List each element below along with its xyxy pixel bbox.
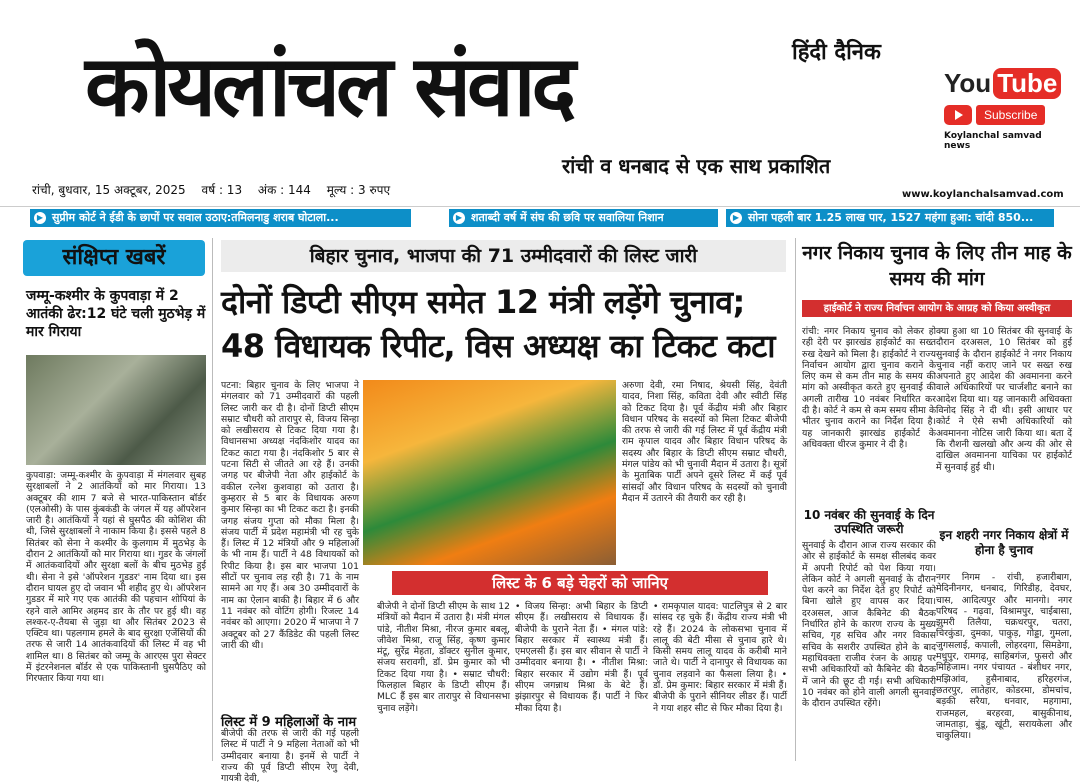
arrow-right-icon: ▶ — [453, 212, 465, 224]
dateline — [32, 181, 402, 198]
ticker-text: सोना पहली बार 1.25 लाख पार, 1527 महंगा हुआ: चांदी 850... — [748, 211, 1034, 224]
right-subhead: हाईकोर्ट ने राज्य निर्वाचन आयोग के आग्रह को किया अस्वीकृत — [802, 300, 1072, 317]
news-ticker — [0, 206, 1080, 228]
right-body-col2: क्या हुआ था 10 सितंबर की सुनवाई के दौरान दरअसल, 10 सितंबर को हुई सुनवाई के दौरान हाईकोर्ट ने नगर निकाय चुनाव नहीं कराए जाने पर सख्त रुख अपनाते हुए आदेश की अवमानना करने वाले अधिकारियों पर चार्जशीट बनाने का आदेश दिया था। यह जानकारी अधिवक्ता विनोद सिंह ने दी थी। इसी आधार पर कोर्ट ने ऐसे सभी अधिकारियों को अवमानना नोटिस जारी किया था। बता दें कि रौशनी खलखो और अन्य की ओर से दाखिल अवमानना याचिका पर हाईकोर्ट में सुनवाई हुई थी। — [936, 326, 1072, 473]
arrow-right-icon: ▶ — [34, 212, 46, 224]
date-text: रांची, बुधवार, 15 अक्टूबर, 2025 — [32, 183, 186, 197]
subscribe-button[interactable] — [944, 105, 1059, 125]
bjp-rally-photo — [363, 380, 616, 565]
nine-women-subhead: लिस्ट में 9 महिलाओं के नाम — [221, 715, 357, 730]
right-headline[interactable]: नगर निकाय चुनाव के लिए तीन माह के समय की मांग — [802, 242, 1072, 290]
lead-body-col3: अरुणा देवी, रमा निषाद, श्रेयसी सिंह, देवंती यादव, निशा सिंह, कविता देवी और स्वीटी सिंह को टिकट दिया है। पूर्व केंद्रीय मंत्री और बिहार विधान परिषद के सदस्यों को मिला टिकट बीजेपी की तरफ से जारी की गई लिस्ट में पूर्व केंद्रीय मंत्री राम कृपाल यादव और बिहार विधान परिषद के सदस्य और बिहार के डिप्टी सीएम सम्राट चौधरी, मंगल पांडेय को भी चुनावी मैदान में उतारा है। सूत्रों के मुताबिक पार्टी अपने दूसरे लिस्ट में कई पूर्व सांसदों और विधान परिषद के सदस्यों को चुनावी मैदान में उतारने की तैयारी कर रही है। — [622, 380, 787, 504]
brief-news-header: संक्षिप्त खबरें — [23, 240, 205, 276]
ticker-item[interactable] — [30, 209, 411, 227]
brief-body: कुपवाड़ा: जम्मू-कश्मीर के कुपवाड़ा में मंगलवार सुबह सुरक्षाबलों ने 2 आतंकियों को मार गिराया। 13 अक्टूबर की शाम 7 बजे से भारत-पाकिस्तान बॉर्डर (एलओसी) के पास कुंबकंडी के जंगल में यह ऑपरेशन जारी है। आतंकियों ने यहां से घुसपैठ की कोशिश की थी, जिसे सुरक्षाबलों ने नाकाम किया है। इससे पहले 8 सितंबर को सेना ने कश्मीर के कुलगाम में मुठभेड़ के दौरान 2 आतंकियों को मार गिराया था। गुडर के जंगलों में आतंकवादियों और सुरक्षा बलों के बीच मुठभेड़ हुई थी। सेना ने इसे 'ऑपरेशन गुडडर' नाम दिया था। इस दौरान घायल हुए दो जवान भी शहीद हुए थे। ऑपरेशन गुडडर में मारे गए एक आतंकी की पहचान शोपियां के रहने वाले आमिर अहमद डार के तौर पर हुई थी। वह लश्कर-ए-तैयबा से जुड़ा था और सितंबर 2023 से एक्टिव था। पहलगाम हमले के बाद सुरक्षा एजेंसियों की तरफ से जारी 14 आतंकवादियों की लिस्ट में वह भी शामिल था। 8 सितंबर को जम्मू के आरएस पुरा सेक्टर में इंटरनेशनल बॉर्डर से एक पाकिस्तानी घुसपैठिए को गिरफ्तार किया गया था। — [26, 470, 206, 685]
arrow-right-icon: ▶ — [730, 212, 742, 224]
ticker-item[interactable] — [726, 209, 1054, 227]
masthead-title: कोयलांचल संवाद — [85, 37, 573, 135]
lead-kicker: बिहार चुनाव, भाजपा की 71 उम्मीदवारों की लिस्ट जारी — [221, 240, 786, 272]
year-text: वर्ष : 13 — [201, 183, 243, 197]
ticker-item[interactable] — [449, 209, 718, 227]
subscribe-label: Subscribe — [976, 105, 1045, 125]
lead-body-col1: पटना: बिहार चुनाव के लिए भाजपा ने मंगलवार को 71 उम्मीदवारों की पहली लिस्ट जारी कर दी है। दोनों डिप्टी सीएम सम्राट चौधरी को तारापुर से, विजय सिन्हा को लखीसराय से टिकट दिया गया है। विधानसभा अध्यक्ष नंदकिशोर यादव का टिकट काटा गया है। नंदकिशोर 5 बार से पटना सिटी से जीतते आ रहे हैं। उनकी जगह पर बीजेपी नेता और हाईकोर्ट के वकील रत्नेश कुशवाहा को उतारा है। कुम्हरार से 5 बार के विधायक अरुण कुमार सिन्हा का भी टिकट कटा है। इनकी जगह संजय गुप्ता को मौका मिला है। संजय पार्टी में प्रदेश महामंत्री भी रह चुके हैं। लिस्ट में 12 मंत्रियों और 9 महिलाओं के भी नाम हैं। पार्टी ने 48 विधायकों को रिपीट किया है। इस बार भाजपा 101 सीटों पर चुनाव लड़ रही है। 71 के नाम सामने आ गए हैं। अब 30 उम्मीदवारों के नाम का ऐलान बाकी है। बिहार में 6 और 11 नवंबर को वोटिंग होगी। रिजल्ट 14 नवंबर को आएगा। 2020 में भाजपा ने 7 अक्टूबर को 27 कैंडिडेट की पहली लिस्ट जारी की थी। — [221, 380, 359, 651]
play-icon — [944, 105, 972, 125]
youtube-logo-icon — [944, 68, 1059, 99]
website-link[interactable]: www.koylanchalsamvad.com — [902, 189, 1064, 200]
six-faces-banner: लिस्ट के 6 बड़े चेहरों को जानिए — [392, 571, 768, 595]
right-subhead-cities: इन शहरी नगर निकाय क्षेत्रों में होना है चुनाव — [939, 528, 1069, 557]
masthead-tagline: रांची व धनबाद से एक साथ प्रकाशित — [562, 154, 831, 178]
youtube-badge[interactable] — [944, 68, 1059, 151]
ticker-text: सुप्रीम कोर्ट ने ईडी के छापों पर सवाल उठाए:तमिलनाडु शराब घोटाला... — [52, 211, 339, 224]
right-subhead-hearing: 10 नवंबर की सुनवाई के दिन उपस्थिति जरूरी — [803, 508, 935, 536]
price-text: मूल्य : 3 रुपए — [326, 183, 391, 197]
youtube-tube: Tube — [993, 68, 1061, 99]
right-body-col2b: नगर निगम - रांची, हजारीबाग, मेदिनीनगर, धनबाद, गिरिडीह, देवघर, चास, आदित्यपुर और मानगो। नगर परिषद - गढ़वा, विश्रामपुर, चाईबासा, झुमरी तिलैया, चक्रधरपुर, चतरा, चिरकुंडा, दुमका, पाकुड़, गोड्डा, गुमला, जुगसलाई, कपाली, लोहरदगा, सिमडेगा, मधुपुर, रामगढ़, साहिबगंज, फुसरो और मिहिजाम। नगर पंचायत - बंशीधर नगर, मझिआंव, हुसैनाबाद, हरिहरगंज, छतरपुर, लातेहार, कोडरमा, डोमचांच, बड़की सरैया, धनवार, महगामा, राजमहल, बरहरवा, बासुकीनाथ, जामताड़ा, बुंडू, खूंटी, सरायकेला और चाकुलिया। — [936, 572, 1072, 742]
faces-body-col2: • विजय सिन्हा: अभी बिहार के डिप्टी सीएम हैं। लखीसराय से विधायक हैं। बीजेपी के पुराने नेता हैं। • मंगल पांडे: बिहार सरकार में स्वास्थ्य मंत्री हैं। एमएलसी हैं। इस बार सीवान से पार्टी ने उम्मीदवार बनाया है। • नीतीश मिश्रा: बिहार सरकार में उद्योग मंत्री हैं। पूर्व सीएम जगन्नाथ मिश्रा के बेटे हैं। झंझारपुर से विधायक हैं। पार्टी ने फिर मौका दिया है। — [515, 601, 648, 714]
kupwara-encounter-photo — [26, 355, 206, 465]
brief-headline[interactable]: जम्मू-कश्मीर के कुपवाड़ा में 2 आतंकी ढेर:12 घंटे चली मुठभेड़ में मार गिराया — [26, 288, 206, 340]
ticker-text: शताब्दी वर्ष में संघ की छवि पर सवालिया निशान — [471, 211, 664, 224]
youtube-you: You — [944, 68, 992, 98]
right-body-col1b: सुनवाई के दौरान आज राज्य सरकार की ओर से हाईकोर्ट के समक्ष सीलबंद कवर में अपनी रिपोर्ट को पेश किया गया। लेकिन कोर्ट ने अगली सुनवाई के दौरान पेश करने का निर्देश देते हुए रिपोर्ट को बिना खोले हुए वापस कर दिया। दरअसल, आज कैबिनेट की बैठक निर्धारित होने के कारण राज्य के मुख्य सचिव, गृह सचिव और नगर विकास सचिव के सशरीर उपस्थित होने के बाद महाधिवक्ता राजीव रंजन के आग्रह पर सभी अधिकारियों को कैबिनेट की बैठक में जाने की छूट दी गई। सभी अधिकारी 10 नवंबर को होने वाली अगली सुनवाई के दौरान उपस्थित रहेंगे। — [802, 540, 936, 710]
faces-body-col3: • रामकृपाल यादव: पाटलिपुत्र से 2 बार सांसद रह चुके हैं। केंद्रीय राज्य मंत्री भी रहे हैं। 2024 के लोकसभा चुनाव में लालू की बेटी मीसा से चुनाव हारे थे। किसी समय लालू यादव के करीबी माने जाते थे। पार्टी ने दानापुर से विधायक का चुनाव लड़वाने का फैसला लिया है। • डॉ. प्रेम कुमार: बिहार सरकार में मंत्री हैं। बीजेपी के पुराने सीनियर लीडर हैं। पार्टी ने गया शहर सीट से फिर मौका दिया है। — [653, 601, 787, 714]
issue-text: अंक : 144 — [257, 183, 311, 197]
nine-women-body: बीजेपी की तरफ से जारी की गई पहली लिस्ट में पार्टी ने 9 महिला नेताओं को भी उम्मीदवार बनाया है। इनमें से पार्टी ने राज्य की पूर्व डिप्टी सीएम रेणु देवी, गायत्री देवी, — [221, 728, 359, 784]
youtube-handle: Koylanchal samvad news — [944, 131, 1042, 151]
faces-body-col1: बीजेपी ने दोनों डिप्टी सीएम के साथ 12 मंत्रियों को मैदान में उतारा है। मंत्री मंगल पांडे, नीतीश मिश्रा, नीरज कुमार बबलू, जीवेश मिश्रा, राजू सिंह, कृष्ण कुमार मंटू, सुरेंद्र मेहता, डॉक्टर सुनील कुमार, संजय सरावगी, डॉ. प्रेम कुमार को भी टिकट दिया गया है। • सम्राट चौधरी: फिलहाल बिहार के डिप्टी सीएम हैं। MLC हैं इस बार तारापुर से विधानसभा चुनाव लड़ेंगे। — [377, 601, 510, 714]
lead-headline[interactable]: दोनों डिप्टी सीएम समेत 12 मंत्री लड़ेंगे चुनाव; 48 विधायक रिपीट, विस अध्यक्ष का टिकट कटा — [221, 283, 775, 365]
masthead-hindi-dainik: हिंदी दैनिक — [792, 39, 881, 65]
right-body-col1: रांची: नगर निकाय चुनाव को लेकर हो रही देरी पर झारखंड हाईकोर्ट का सख्त रुख देखने को मिला है। हाईकोर्ट ने राज्य निर्वाचन आयोग द्वारा चुनाव कराने के लिए कम से कम तीन माह के समय की मांग को अस्वीकृत करते हुए सुनवाई की अगली तारीख 10 नवंबर निर्धारित कर दी है। कोर्ट ने कम से कम समय सीमा के भीतर चुनाव कराने का निर्देश दिया है। यह जानकारी झारखंड हाईकोर्ट के अधिवक्ता धीरज कुमार ने दी है। — [802, 326, 936, 450]
